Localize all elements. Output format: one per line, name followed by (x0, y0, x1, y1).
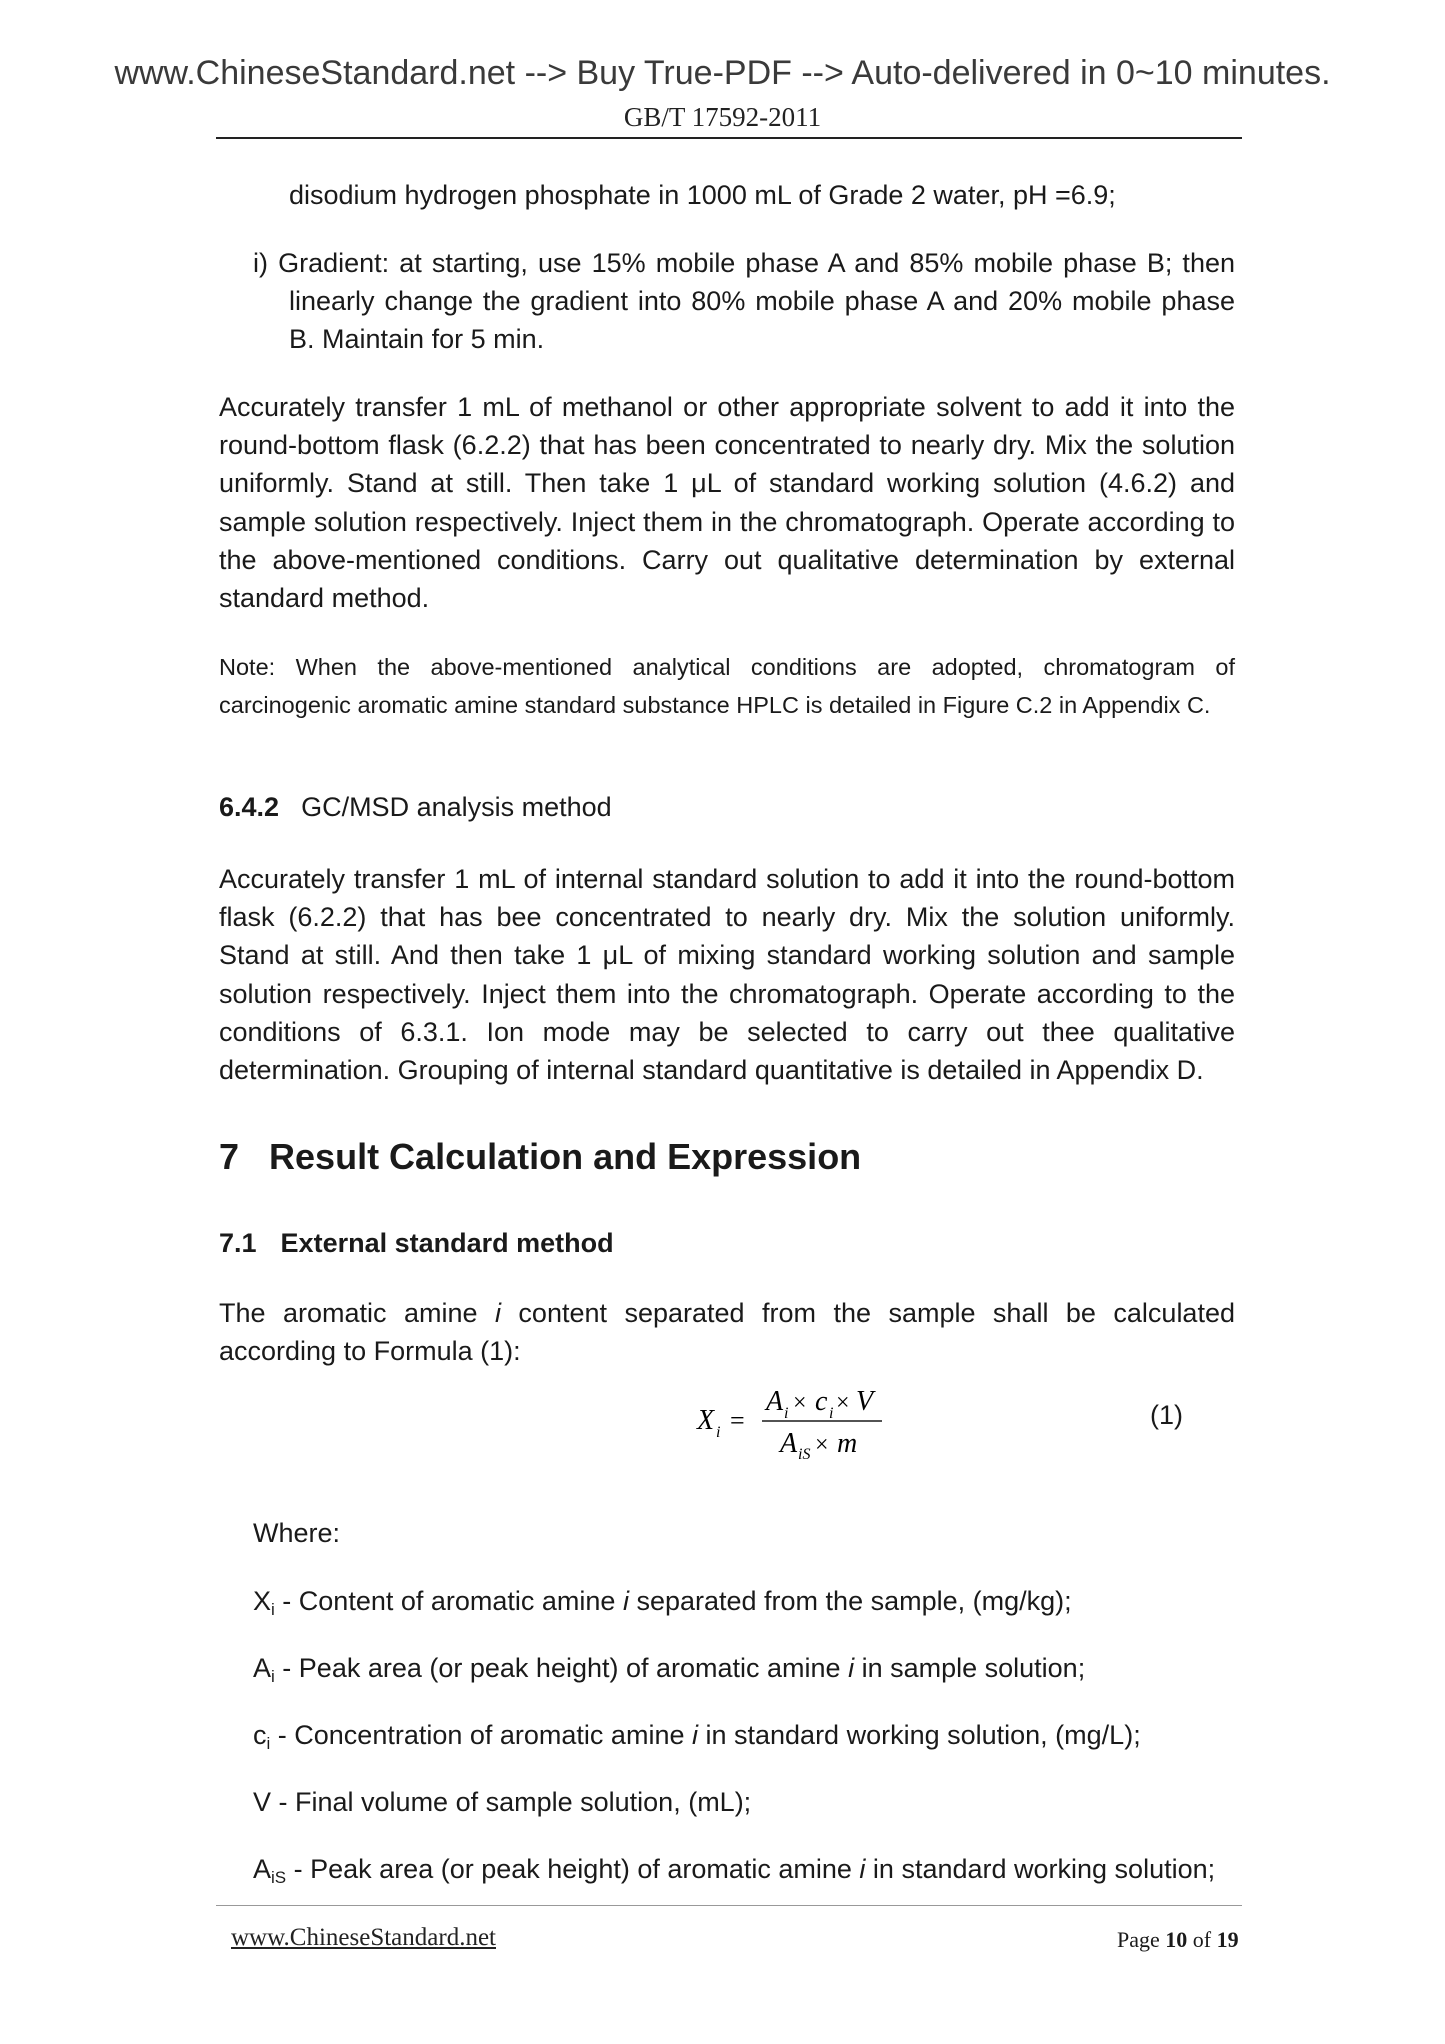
definition-italic: i (848, 1653, 855, 1683)
definition-symbol: X (253, 1586, 272, 1616)
definition-text: in sample solution; (854, 1653, 1086, 1683)
definition-symbol: c (253, 1720, 267, 1750)
definition-italic: i (622, 1586, 629, 1616)
paragraph-gcmsd-procedure: Accurately transfer 1 mL of internal standard solution to add it into the round-bottom flask (6.2.2) that has bee concentrated to nearly dry. Mix the solution uniformly. Stand at still. And then take 1 μL of mixing standard working solution and sample solution respectively. Inject them into the chromatograph. Operate according to the conditions of 6.3.1. Ion mode may be selected to carry out thee qualitative determination. Grouping of internal standard quantitative is detailed in Appendix D. (219, 864, 1235, 1086)
source-banner: www.ChineseStandard.net --> Buy True-PDF --> Auto-delivered in 0~10 minutes. (114, 54, 1331, 92)
formula-times: × (793, 1390, 807, 1416)
formula-num-A: A (766, 1386, 784, 1417)
definition-item (253, 1653, 1085, 1687)
paragraph-formula-intro (219, 1294, 1235, 1370)
formula-lhs-sub: i (716, 1424, 721, 1441)
heading-number: 6.4.2 (219, 792, 280, 822)
page-number: 10 (1165, 1927, 1188, 1952)
footer-website-link[interactable]: www.ChineseStandard.net (231, 1924, 496, 1951)
heading-6-4-2 (219, 792, 612, 823)
formula-times: × (815, 1432, 829, 1458)
definition-item (253, 1586, 1072, 1620)
formula-num-c: c (815, 1386, 828, 1417)
definition-text: in standard working solution; (865, 1854, 1216, 1884)
definition-text: separated from the sample, (mg/kg); (628, 1586, 1072, 1616)
formula-den-A-sub: iS (798, 1446, 811, 1462)
definition-text: in standard working solution, (mg/L); (697, 1720, 1141, 1750)
definition-symbol-sub: iS (271, 1868, 287, 1887)
text-run: content separated from the sample shall be calculated according to Formula (1): (219, 1298, 1235, 1367)
definition-symbol: A (253, 1653, 272, 1683)
page-indicator (1117, 1927, 1239, 1953)
definition-text: - Peak area (or peak height) of aromatic amine (274, 1653, 849, 1683)
formula-equals: = (730, 1406, 745, 1435)
formula-1 (690, 1382, 890, 1462)
definition-text: - Content of aromatic amine (274, 1586, 623, 1616)
formula-den-A: A (780, 1428, 798, 1459)
definition-symbol-sub: i (266, 1734, 271, 1753)
formula-num-V: V (856, 1386, 874, 1417)
definition-symbol: A (253, 1854, 272, 1884)
heading-7-1 (219, 1228, 614, 1259)
definition-text: - Peak area (or peak height) of aromatic amine (286, 1854, 860, 1884)
italic-symbol: i (494, 1298, 501, 1328)
formula-number: (1) (1150, 1400, 1183, 1430)
standard-code: GB/T 17592-2011 (623, 102, 822, 132)
formula-num-A-sub: i (784, 1405, 789, 1422)
definition-item (253, 1787, 751, 1818)
of-word: of (1192, 1927, 1212, 1952)
definition-symbol-sub: i (271, 1600, 275, 1619)
where-label: Where: (253, 1518, 341, 1548)
definition-text: - Concentration of aromatic amine (270, 1720, 692, 1750)
formula-lhs: X (697, 1405, 715, 1436)
list-item-i: i) Gradient: at starting, use 15% mobile phase A and 85% mobile phase B; then linearly change the gradient into 80% mobile phase A and 20% mobile phase B. Maintain for 5 min. (253, 248, 1235, 355)
definition-italic: i (859, 1854, 866, 1884)
heading-number: 7.1 (219, 1228, 257, 1258)
definition-item (253, 1854, 1215, 1888)
formula-den-m: m (837, 1428, 858, 1459)
heading-title: External standard method (280, 1228, 614, 1258)
heading-number: 7 (219, 1136, 240, 1177)
note: Note: When the above-mentioned analytical conditions are adopted, chromatogram of carcinogenic aromatic amine standard substance HPLC is detailed in Figure C.2 in Appendix C. (219, 654, 1235, 718)
definition-symbol-sub: i (271, 1667, 275, 1686)
heading-7 (219, 1136, 861, 1178)
header-divider (216, 137, 1242, 139)
definition-italic: i (691, 1720, 698, 1750)
definition-symbol: V (253, 1787, 272, 1817)
paragraph-hplc-procedure: Accurately transfer 1 mL of methanol or other appropriate solvent to add it into the round-bottom flask (6.2.2) that has been concentrated to nearly dry. Mix the solution uniformly. Stand at still. Then take 1 μL of standard working solution (4.6.2) and sample solution respectively. Inject them in the chromatograph. Operate according to the above-mentioned conditions. Carry out qualitative determination by external standard method. (219, 392, 1235, 614)
definition-text: - Final volume of sample solution, (mL); (271, 1787, 752, 1817)
page-total: 19 (1216, 1927, 1239, 1952)
heading-title: GC/MSD analysis method (301, 792, 612, 822)
page-word: Page (1117, 1927, 1160, 1952)
paragraph-continuation: disodium hydrogen phosphate in 1000 mL of Grade 2 water, pH =6.9; (289, 180, 1116, 210)
text-run: The aromatic amine (219, 1298, 495, 1328)
formula-times: × (836, 1390, 850, 1416)
heading-title: Result Calculation and Expression (269, 1136, 862, 1177)
definition-item (253, 1720, 1141, 1754)
formula-num-c-sub: i (829, 1405, 834, 1422)
footer-divider (216, 1905, 1242, 1906)
